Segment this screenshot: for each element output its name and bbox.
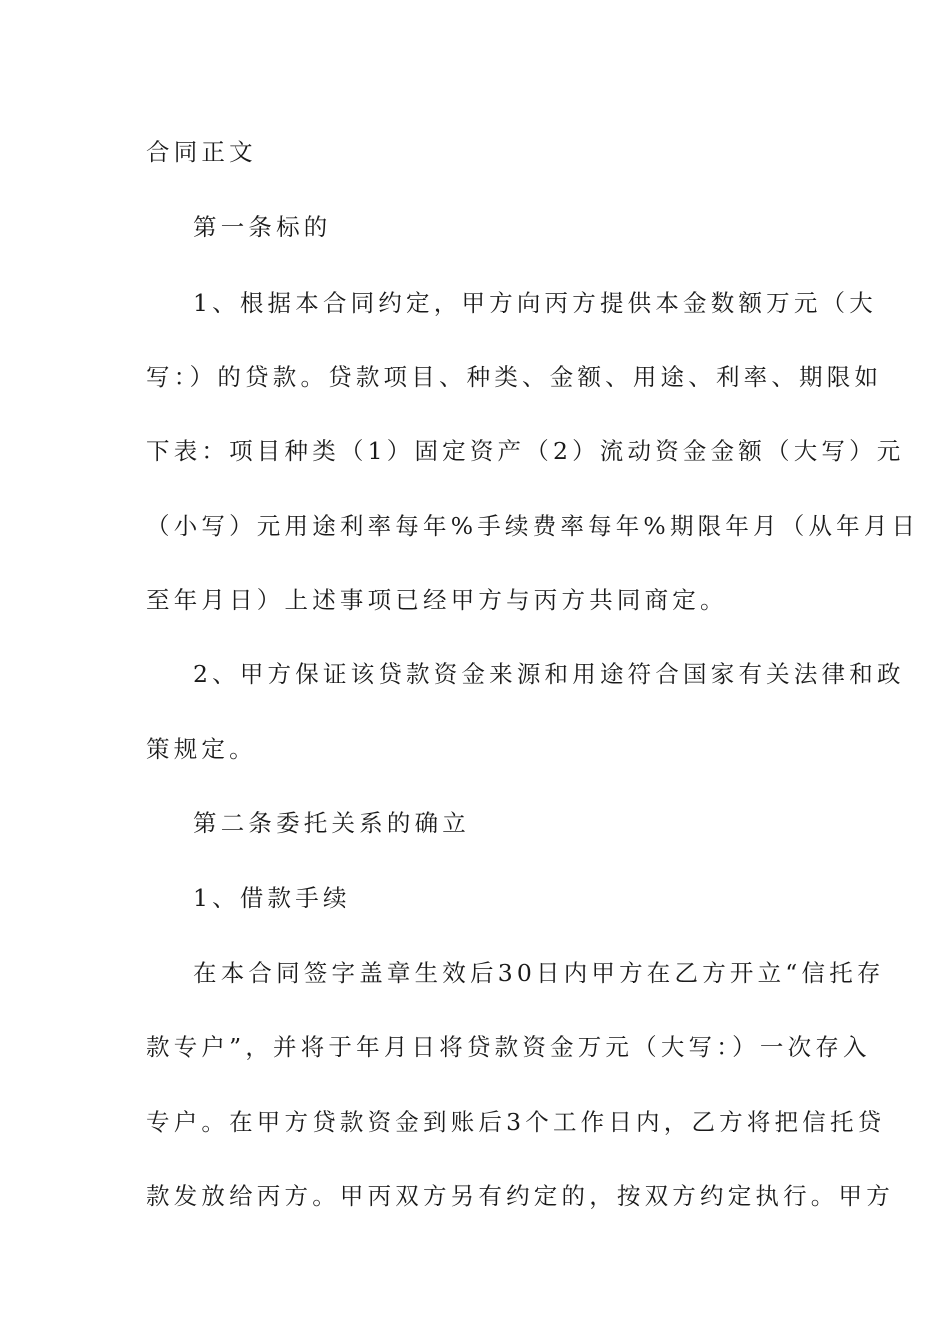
paragraph-line: 1、根据本合同约定，甲方向丙方提供本金数额万元（大 — [193, 289, 877, 317]
document-title: 合同正文 — [146, 138, 257, 166]
paragraph-line: 在本合同签字盖章生效后30日内甲方在乙方开立“信托存 — [193, 959, 885, 987]
article-2-heading: 第二条委托关系的确立 — [193, 809, 470, 837]
paragraph-line: 款发放给丙方。甲丙双方另有约定的，按双方约定执行。甲方 — [146, 1182, 894, 1210]
paragraph-line: （小写）元用途利率每年%手续费率每年%期限年月（从年月日 — [146, 512, 920, 540]
subsection-heading: 1、借款手续 — [193, 884, 351, 912]
paragraph-line: 至年月日）上述事项已经甲方与丙方共同商定。 — [146, 586, 728, 614]
paragraph-line: 2、甲方保证该贷款资金来源和用途符合国家有关法律和政 — [193, 660, 905, 688]
paragraph-line: 策规定。 — [146, 735, 257, 763]
paragraph-line: 写：）的贷款。贷款项目、种类、金额、用途、利率、期限如 — [146, 363, 883, 391]
article-1-heading: 第一条标的 — [193, 213, 332, 241]
paragraph-line: 下表：项目种类（1）固定资产（2）流动资金金额（大写）元 — [146, 437, 905, 465]
paragraph-line: 款专户”，并将于年月日将贷款资金万元（大写：）一次存入 — [146, 1033, 871, 1061]
paragraph-line: 专户。在甲方贷款资金到账后3个工作日内，乙方将把信托贷 — [146, 1108, 886, 1136]
